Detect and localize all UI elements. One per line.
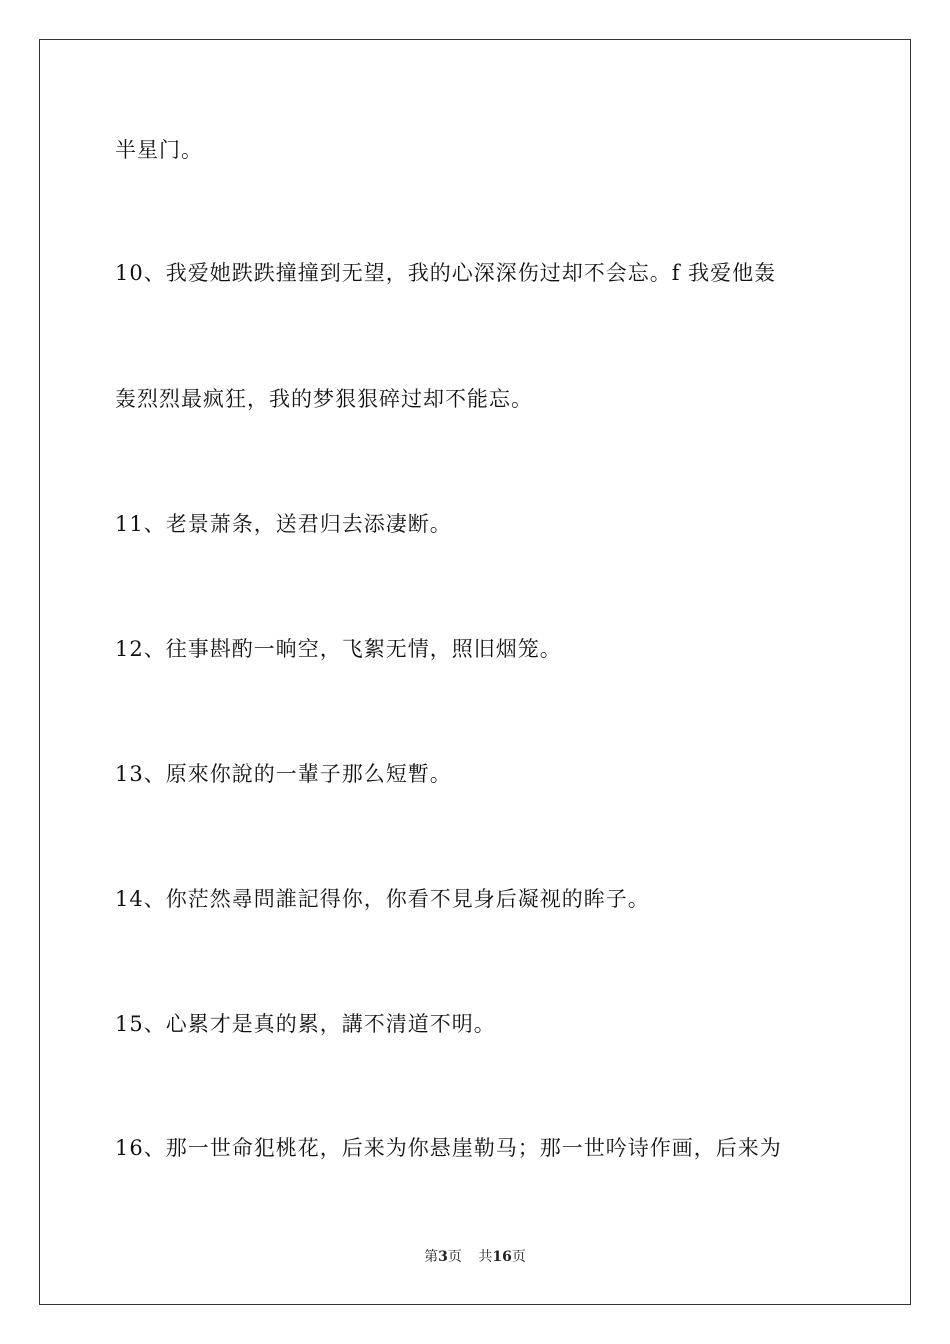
text-line-5: 12、往事斟酌一晌空，飞絮无情，照旧烟笼。 <box>115 637 562 661</box>
page-indicator: 第3页 <box>424 1249 462 1265</box>
page-footer <box>0 1248 950 1266</box>
text-line-8: 15、心累才是真的累，講不清道不明。 <box>115 1012 496 1036</box>
text-line-9: 16、那一世命犯桃花，后来为你悬崖勒马；那一世吟诗作画，后来为 <box>115 1136 782 1160</box>
total-pages-indicator: 共16页 <box>478 1249 526 1265</box>
text-line-2: 10、我爱她跌跌撞撞到无望，我的心深深伤过却不会忘。f 我爱他轰 <box>115 261 777 285</box>
text-line-1: 半星门。 <box>115 138 203 162</box>
text-line-7: 14、你茫然尋問誰記得你，你看不見身后凝视的眸子。 <box>115 887 650 911</box>
text-line-4: 11、老景萧条，送君归去添凄断。 <box>115 512 452 536</box>
text-line-6: 13、原來你說的一輩子那么短暫。 <box>115 762 452 786</box>
text-line-3: 轰烈烈最疯狂，我的梦狠狠碎过却不能忘。 <box>115 387 533 411</box>
page-border <box>39 39 911 1305</box>
